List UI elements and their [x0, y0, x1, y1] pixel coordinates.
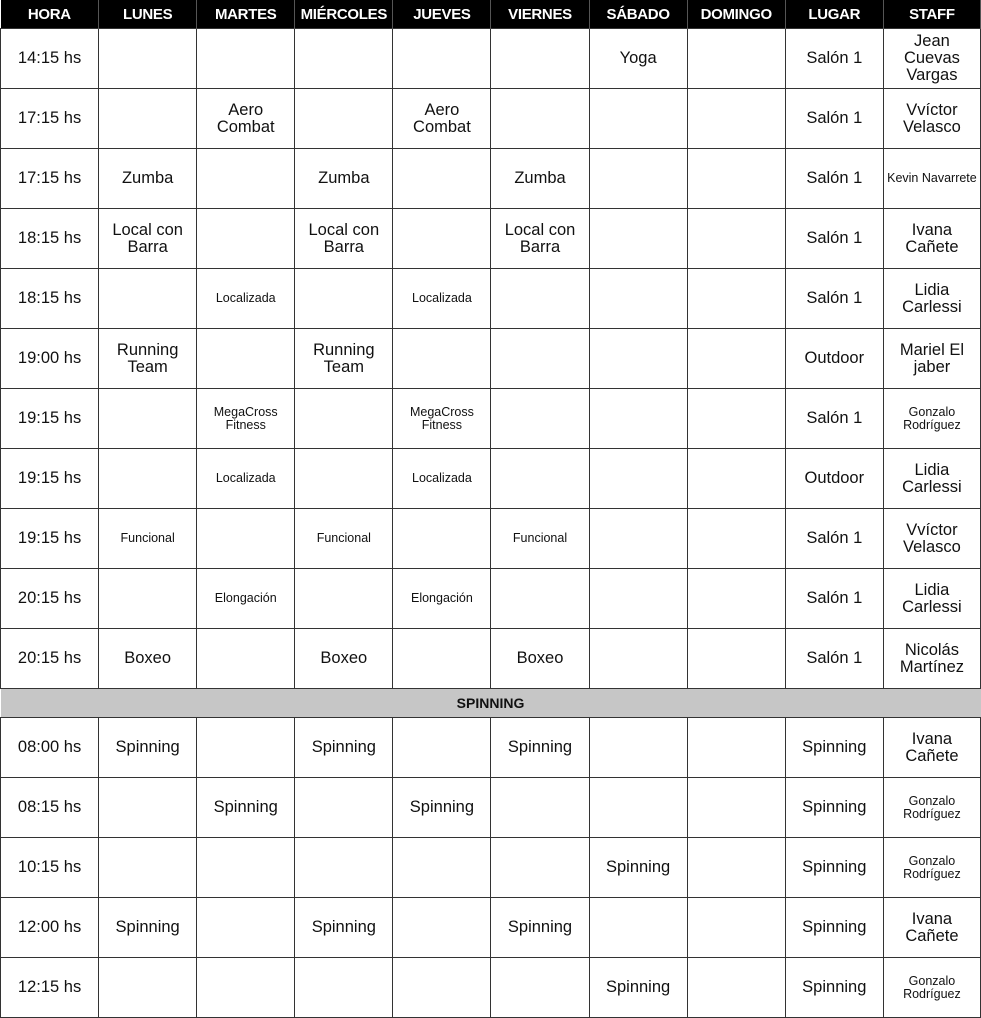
cell-miercoles — [295, 838, 393, 898]
cell-staff: Kevin Navarrete — [883, 149, 980, 209]
class-rows — [1, 29, 981, 689]
cell-lunes — [99, 89, 197, 149]
cell-lugar: Outdoor — [785, 449, 883, 509]
cell-miercoles — [295, 958, 393, 1018]
cell-lugar: Outdoor — [785, 329, 883, 389]
cell-viernes — [491, 329, 589, 389]
cell-jueves: Localizada — [393, 449, 491, 509]
cell-hora: 12:15 hs — [1, 958, 99, 1018]
schedule-row — [1, 269, 981, 329]
cell-viernes — [491, 29, 589, 89]
cell-viernes: Spinning — [491, 898, 589, 958]
col-header-viernes: VIERNES — [491, 0, 589, 29]
cell-hora: 14:15 hs — [1, 29, 99, 89]
cell-lugar: Spinning — [785, 718, 883, 778]
cell-sabado — [589, 778, 687, 838]
cell-martes — [197, 209, 295, 269]
cell-jueves — [393, 838, 491, 898]
spinning-rows — [1, 718, 981, 1018]
cell-miercoles: Spinning — [295, 898, 393, 958]
cell-miercoles — [295, 778, 393, 838]
cell-domingo — [687, 898, 785, 958]
cell-lunes: Zumba — [99, 149, 197, 209]
cell-martes — [197, 898, 295, 958]
cell-martes: Aero Combat — [197, 89, 295, 149]
cell-viernes — [491, 389, 589, 449]
cell-miercoles: Funcional — [295, 509, 393, 569]
cell-lugar: Salón 1 — [785, 569, 883, 629]
cell-jueves — [393, 209, 491, 269]
cell-martes — [197, 149, 295, 209]
cell-sabado: Spinning — [589, 958, 687, 1018]
cell-viernes: Local con Barra — [491, 209, 589, 269]
cell-jueves — [393, 29, 491, 89]
cell-lunes — [99, 389, 197, 449]
cell-staff: Ivana Cañete — [883, 718, 980, 778]
schedule-row — [1, 569, 981, 629]
cell-staff: Nicolás Martínez — [883, 629, 980, 689]
cell-staff: Gonzalo Rodríguez — [883, 778, 980, 838]
cell-staff: Ivana Cañete — [883, 209, 980, 269]
cell-domingo — [687, 569, 785, 629]
cell-viernes — [491, 838, 589, 898]
cell-jueves — [393, 898, 491, 958]
cell-martes — [197, 629, 295, 689]
cell-staff: Mariel El jaber — [883, 329, 980, 389]
cell-hora: 17:15 hs — [1, 89, 99, 149]
cell-staff: Vvíctor Velasco — [883, 509, 980, 569]
cell-lunes: Spinning — [99, 718, 197, 778]
cell-miercoles — [295, 569, 393, 629]
cell-staff: Vvíctor Velasco — [883, 89, 980, 149]
cell-martes: Localizada — [197, 269, 295, 329]
cell-jueves: Aero Combat — [393, 89, 491, 149]
cell-sabado — [589, 329, 687, 389]
cell-lunes — [99, 449, 197, 509]
cell-viernes: Spinning — [491, 718, 589, 778]
cell-jueves — [393, 718, 491, 778]
schedule-row — [1, 389, 981, 449]
cell-staff: Gonzalo Rodríguez — [883, 838, 980, 898]
cell-viernes — [491, 778, 589, 838]
cell-lugar: Salón 1 — [785, 389, 883, 449]
cell-hora: 19:15 hs — [1, 449, 99, 509]
cell-jueves: Elongación — [393, 569, 491, 629]
schedule-row — [1, 509, 981, 569]
schedule-row — [1, 149, 981, 209]
cell-lugar: Spinning — [785, 778, 883, 838]
cell-staff: Lidia Carlessi — [883, 569, 980, 629]
cell-lunes — [99, 569, 197, 629]
col-header-hora: HORA — [1, 0, 99, 29]
cell-staff: Jean Cuevas Vargas — [883, 29, 980, 89]
cell-domingo — [687, 329, 785, 389]
cell-hora: 18:15 hs — [1, 209, 99, 269]
cell-jueves — [393, 629, 491, 689]
cell-martes — [197, 718, 295, 778]
cell-lugar: Salón 1 — [785, 269, 883, 329]
cell-domingo — [687, 778, 785, 838]
cell-viernes: Zumba — [491, 149, 589, 209]
cell-viernes — [491, 269, 589, 329]
cell-staff: Ivana Cañete — [883, 898, 980, 958]
cell-viernes: Boxeo — [491, 629, 589, 689]
cell-lugar: Salón 1 — [785, 29, 883, 89]
cell-sabado — [589, 898, 687, 958]
cell-hora: 08:15 hs — [1, 778, 99, 838]
cell-martes — [197, 509, 295, 569]
cell-staff: Lidia Carlessi — [883, 449, 980, 509]
cell-hora: 17:15 hs — [1, 149, 99, 209]
cell-domingo — [687, 629, 785, 689]
schedule-row — [1, 629, 981, 689]
cell-hora: 08:00 hs — [1, 718, 99, 778]
cell-domingo — [687, 718, 785, 778]
cell-sabado — [589, 269, 687, 329]
cell-domingo — [687, 838, 785, 898]
cell-sabado — [589, 89, 687, 149]
cell-lugar: Salón 1 — [785, 509, 883, 569]
col-header-sabado: SÁBADO — [589, 0, 687, 29]
cell-viernes — [491, 89, 589, 149]
cell-hora: 20:15 hs — [1, 569, 99, 629]
cell-jueves — [393, 149, 491, 209]
col-header-jueves: JUEVES — [393, 0, 491, 29]
cell-lunes — [99, 958, 197, 1018]
cell-martes — [197, 329, 295, 389]
cell-hora: 20:15 hs — [1, 629, 99, 689]
cell-jueves — [393, 958, 491, 1018]
cell-martes — [197, 838, 295, 898]
schedule-row — [1, 29, 981, 89]
cell-miercoles: Boxeo — [295, 629, 393, 689]
cell-lunes: Boxeo — [99, 629, 197, 689]
cell-sabado — [589, 509, 687, 569]
cell-domingo — [687, 29, 785, 89]
cell-miercoles: Spinning — [295, 718, 393, 778]
col-header-lugar: LUGAR — [785, 0, 883, 29]
cell-staff: Gonzalo Rodríguez — [883, 389, 980, 449]
schedule-row — [1, 958, 981, 1018]
cell-sabado — [589, 149, 687, 209]
cell-lugar: Spinning — [785, 958, 883, 1018]
schedule-row — [1, 89, 981, 149]
col-header-martes: MARTES — [197, 0, 295, 29]
cell-hora: 19:00 hs — [1, 329, 99, 389]
cell-domingo — [687, 89, 785, 149]
cell-martes: Elongación — [197, 569, 295, 629]
spinning-section — [1, 689, 981, 718]
cell-viernes: Funcional — [491, 509, 589, 569]
cell-domingo — [687, 149, 785, 209]
cell-lugar: Spinning — [785, 838, 883, 898]
cell-martes: Localizada — [197, 449, 295, 509]
col-header-lunes: LUNES — [99, 0, 197, 29]
cell-jueves: Spinning — [393, 778, 491, 838]
cell-hora: 18:15 hs — [1, 269, 99, 329]
cell-miercoles: Running Team — [295, 329, 393, 389]
cell-staff: Lidia Carlessi — [883, 269, 980, 329]
cell-martes: MegaCross Fitness — [197, 389, 295, 449]
cell-lugar: Spinning — [785, 898, 883, 958]
col-header-staff: STAFF — [883, 0, 980, 29]
cell-lugar: Salón 1 — [785, 149, 883, 209]
cell-lunes: Running Team — [99, 329, 197, 389]
cell-lugar: Salón 1 — [785, 89, 883, 149]
cell-domingo — [687, 509, 785, 569]
cell-sabado — [589, 449, 687, 509]
cell-domingo — [687, 209, 785, 269]
col-header-miercoles: MIÉRCOLES — [295, 0, 393, 29]
cell-lunes: Local con Barra — [99, 209, 197, 269]
cell-domingo — [687, 269, 785, 329]
section-title-spinning: SPINNING — [1, 689, 981, 718]
cell-lunes: Funcional — [99, 509, 197, 569]
cell-lunes — [99, 269, 197, 329]
cell-lugar: Salón 1 — [785, 629, 883, 689]
schedule-row — [1, 329, 981, 389]
cell-martes — [197, 29, 295, 89]
cell-jueves: MegaCross Fitness — [393, 389, 491, 449]
cell-martes: Spinning — [197, 778, 295, 838]
section-row — [1, 689, 981, 718]
cell-jueves — [393, 509, 491, 569]
cell-lunes — [99, 29, 197, 89]
schedule-row — [1, 898, 981, 958]
cell-domingo — [687, 389, 785, 449]
cell-sabado — [589, 629, 687, 689]
cell-domingo — [687, 958, 785, 1018]
cell-lugar: Salón 1 — [785, 209, 883, 269]
cell-hora: 19:15 hs — [1, 509, 99, 569]
cell-miercoles — [295, 89, 393, 149]
cell-hora: 19:15 hs — [1, 389, 99, 449]
cell-sabado — [589, 718, 687, 778]
cell-domingo — [687, 449, 785, 509]
schedule-row — [1, 778, 981, 838]
cell-sabado: Yoga — [589, 29, 687, 89]
cell-jueves: Localizada — [393, 269, 491, 329]
cell-miercoles: Local con Barra — [295, 209, 393, 269]
cell-miercoles — [295, 29, 393, 89]
cell-lunes — [99, 838, 197, 898]
schedule-row — [1, 209, 981, 269]
cell-lunes: Spinning — [99, 898, 197, 958]
schedule-row — [1, 718, 981, 778]
schedule-row — [1, 449, 981, 509]
cell-staff: Gonzalo Rodríguez — [883, 958, 980, 1018]
cell-viernes — [491, 958, 589, 1018]
cell-viernes — [491, 449, 589, 509]
cell-miercoles — [295, 449, 393, 509]
header-row — [1, 0, 981, 29]
cell-lunes — [99, 778, 197, 838]
cell-sabado — [589, 389, 687, 449]
col-header-domingo: DOMINGO — [687, 0, 785, 29]
cell-martes — [197, 958, 295, 1018]
cell-hora: 10:15 hs — [1, 838, 99, 898]
cell-sabado: Spinning — [589, 838, 687, 898]
cell-miercoles — [295, 269, 393, 329]
cell-miercoles — [295, 389, 393, 449]
cell-viernes — [491, 569, 589, 629]
schedule-row — [1, 838, 981, 898]
cell-hora: 12:00 hs — [1, 898, 99, 958]
cell-sabado — [589, 209, 687, 269]
cell-miercoles: Zumba — [295, 149, 393, 209]
cell-sabado — [589, 569, 687, 629]
cell-jueves — [393, 329, 491, 389]
